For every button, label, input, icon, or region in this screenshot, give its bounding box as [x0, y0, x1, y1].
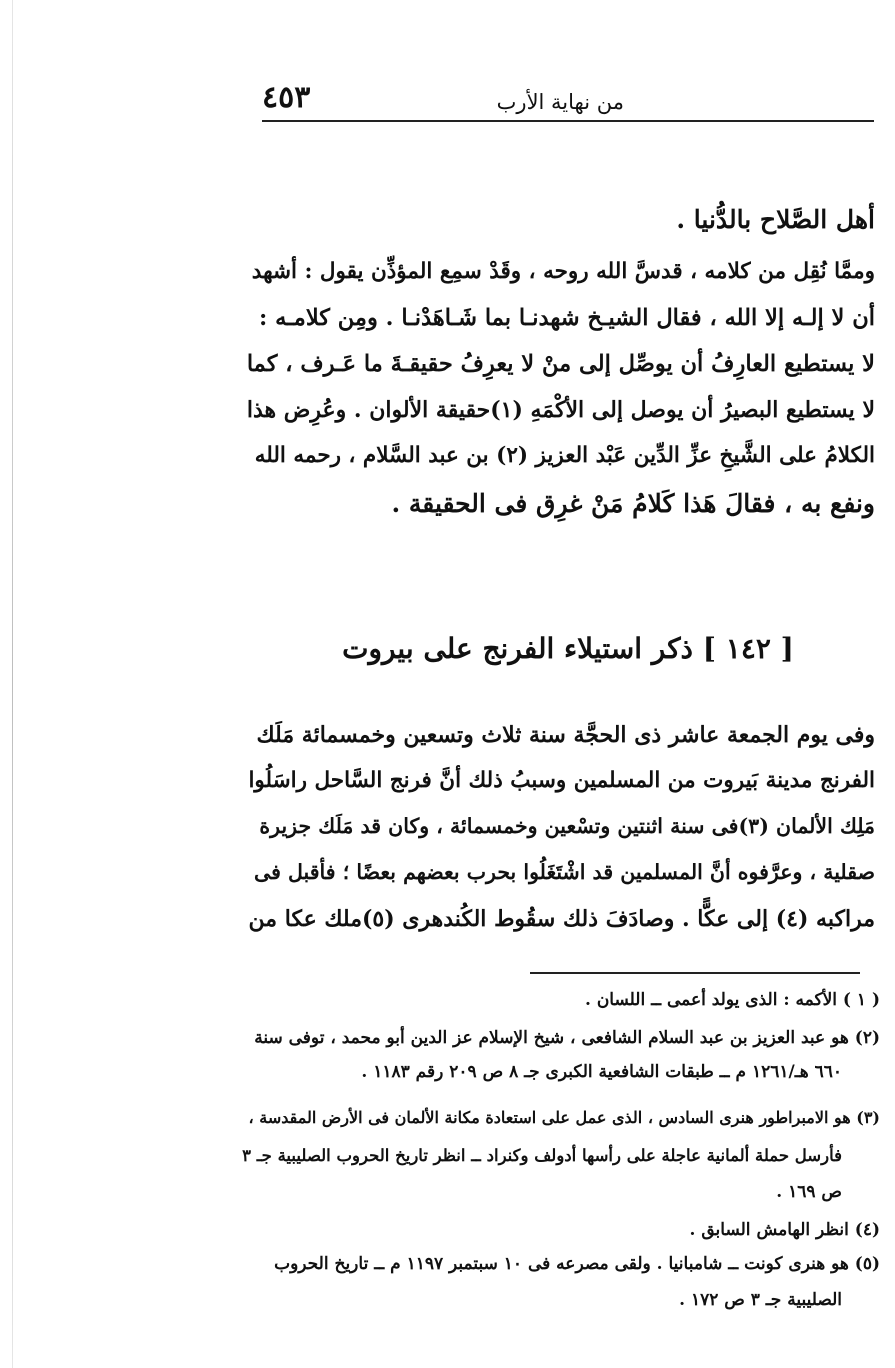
page-binding-edge: [12, 0, 13, 1368]
footnote-2-cont: ٦٦٠ هـ/١٢٦١ م ــ طبقات الشافعية الكبرى جـ ٨ ص ٢٠٩ رقم ١١٨٣ .: [361, 1062, 842, 1082]
paragraph-line: الكلامُ على الشَّيخِ عزِّ الدِّين عَبْد العزيز (٢) بن عبد السَّلام ، رحمه الله: [254, 443, 875, 468]
paragraph-line: وممَّا نُقِل من كلامه ، قدسَّ الله روحه ، وقَدْ سمِع المؤذِّن يقول : أشهد: [251, 259, 875, 284]
footnote-2: (٢) هو عبد العزيز بن عبد السلام الشافعى ، شيخ الإسلام عز الدين أبو محمد ، توفى سنة: [254, 1028, 880, 1048]
footnote-3-cont: فأرسل حملة ألمانية عاجلة على رأسها أدولف وكنراد ــ انظر تاريخ الحروب الصليبية جـ ٣: [242, 1146, 842, 1165]
paragraph-line: أن لا إلـه إلا الله ، فقال الشيـخ شهدنـا بما شَـاهَدْنـا . ومِن كلامـه :: [258, 305, 875, 331]
paragraph-line: مَلِك الألمان (٣)فى سنة اثنتين وتسْعين وخمسمائة ، وكان قد مَلَك جزيرة: [259, 814, 875, 838]
page-number: ٤٥٣: [262, 80, 311, 115]
paragraph-line: لا يستطيع العارِفُ أن يوصِّل إلى منْ لا يعرِفُ حقيقـةَ ما عَـرف ، كما: [246, 351, 875, 377]
footnote-5: (٥) هو هنرى كونت ــ شامبانيا . ولقى مصرعه فى ١٠ سبتمبر ١١٩٧ م ــ تاريخ الحروب: [274, 1254, 880, 1274]
page-header: [262, 70, 874, 122]
paragraph-line: مراكبه (٤) إلى عكًّا . وصادَفَ ذلك سقُوط الكُندهرى (٥)ملك عكا من: [248, 906, 875, 932]
header-rule: [262, 120, 874, 122]
paragraph-line: ونفع به ، فقالَ هَذا كَلامُ مَنْ غرِق فى الحقيقة .: [391, 489, 875, 518]
paragraph-line: أهل الصَّلاح بالدُّنيا .: [676, 205, 875, 234]
paragraph-line: صقلية ، وعرَّفوه أنَّ المسلمين قد اشْتَغَلُوا بحرب بعضهم بعضًا ؛ فأقبل فى: [253, 860, 875, 884]
paragraph-line: لا يستطيع البصيرُ أن يوصل إلى الأكْمَهِ (١)حقيقة الألوان . وعُرِض هذا: [246, 397, 875, 423]
footnotes: [240, 990, 880, 1350]
footnote-1: ( ١ ) الأكمه : الذى يولد أعمى ــ اللسان .: [584, 990, 880, 1010]
paragraph-line: وفى يوم الجمعة عاشر ذى الحجَّة سنة ثلاث وتسعين وخمسمائة مَلَك: [256, 722, 875, 748]
paragraph-line: الفرنج مدينة بَيروت من المسلمين وسببُ ذلك أنَّ فرنج السَّاحل راسَلُوا: [248, 768, 875, 793]
footnote-separator: [530, 972, 860, 974]
footnote-3-cont: ص ١٦٩ .: [776, 1182, 842, 1202]
section-title: [ ١٤٢ ] ذكر استيلاء الفرنج على بيروت: [342, 632, 794, 665]
running-title: من نهاية الأرب: [496, 90, 624, 114]
footnote-3: (٣) هو الامبراطور هنرى السادس ، الذى عمل على استعادة مكانة الألمان فى الأرض المقدسة ،: [248, 1108, 880, 1127]
footnote-4: (٤) انظر الهامش السابق .: [689, 1220, 880, 1240]
paragraph-1: [247, 205, 875, 545]
footnote-5-cont: الصليبية جـ ٣ ص ١٧٢ .: [679, 1290, 842, 1310]
paragraph-2: [247, 722, 875, 972]
